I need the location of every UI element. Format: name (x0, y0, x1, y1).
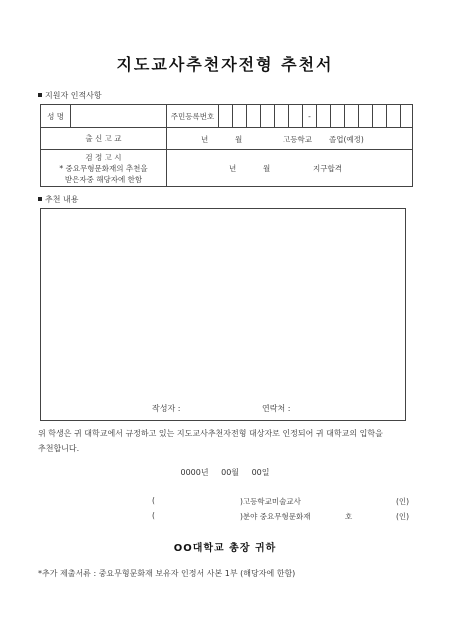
exam-label: 검 정 고 시 * 중요무형문화재의 추천을 받은자중 해당자에 한함 (41, 150, 167, 187)
rrn-digit[interactable] (219, 105, 233, 128)
school-row (41, 128, 413, 150)
school-field[interactable] (167, 128, 413, 150)
rrn-digit[interactable] (233, 105, 247, 128)
recommendation-section-label: 추천 내용 (38, 194, 78, 205)
seal-mark[interactable]: (인) (396, 512, 410, 521)
date-day: 00일 (251, 468, 270, 477)
writer-label: 작성자 : (152, 404, 181, 413)
rrn-digit[interactable] (247, 105, 261, 128)
rrn-digit[interactable] (373, 105, 387, 128)
rrn-digit[interactable] (289, 105, 303, 128)
graduation-status: 졸업(예정) (329, 135, 364, 144)
school-name-suffix: 고등학교 (283, 135, 312, 144)
recommendation-content-box[interactable] (40, 208, 406, 421)
school-label: 출 신 고 교 (41, 128, 167, 150)
school-year: 년 (201, 135, 209, 144)
applicant-info-table (40, 104, 413, 187)
exam-year: 년 (229, 164, 237, 173)
rrn-digit[interactable] (275, 105, 289, 128)
rrn-label: 주민등록번호 (167, 105, 219, 128)
exam-field[interactable] (167, 150, 413, 187)
additional-documents-note: *추가 제출서류 : 중요무형문화재 보유자 인정서 사본 1부 (해당자에 한함) (38, 569, 296, 578)
square-bullet-icon (38, 93, 42, 97)
rrn-digit[interactable] (387, 105, 401, 128)
applicant-section-label: 지원자 인적사항 (38, 90, 102, 101)
exam-row (41, 150, 413, 187)
form-title: 지도교사추천자전형 추천서 (116, 55, 334, 74)
recommender-role: )분야 중요무형문화재 (240, 512, 311, 521)
name-row (41, 105, 413, 128)
rrn-separator: - (303, 105, 317, 128)
date-month: 00월 (221, 468, 240, 477)
rrn-digit[interactable] (331, 105, 345, 128)
contact-label: 연락처 : (262, 404, 291, 413)
recommender-role: )고등학교미술교사 (240, 497, 301, 506)
exam-pass: 지구합격 (313, 164, 342, 173)
exam-month: 월 (263, 164, 271, 173)
name-field[interactable] (71, 105, 167, 128)
name-label: 성 명 (41, 105, 71, 128)
school-month: 월 (235, 135, 243, 144)
rrn-digit[interactable] (359, 105, 373, 128)
date-line (0, 467, 450, 478)
rrn-digit[interactable] (401, 105, 413, 128)
rrn-digit[interactable] (317, 105, 331, 128)
rrn-digit[interactable] (261, 105, 275, 128)
addressee: OO대학교 총장 귀하 (173, 543, 277, 554)
seal-mark[interactable]: (인) (396, 497, 410, 506)
date-year: 0000년 (180, 468, 209, 477)
recommender-number-suffix: 호 (345, 512, 353, 521)
square-bullet-icon (38, 197, 42, 201)
recommendation-statement: 위 학생은 귀 대학교에서 규정하고 있는 지도교사추천자전형 대상자로 인정되어 귀 대학교의 입학을 추천합니다. (38, 429, 383, 453)
rrn-digit[interactable] (345, 105, 359, 128)
